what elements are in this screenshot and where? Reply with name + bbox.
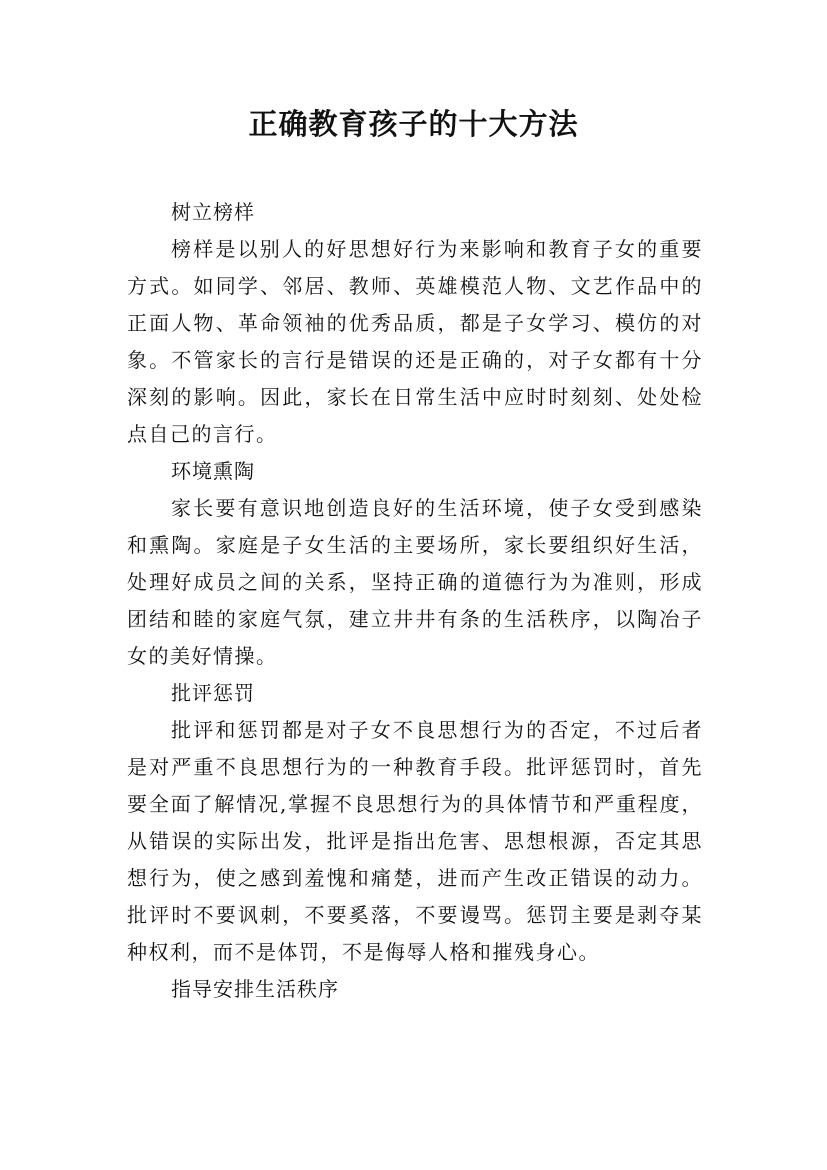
document-body xyxy=(127,194,703,1008)
section-heading-role-model: 树立榜样 xyxy=(171,200,255,224)
document-title: 正确教育孩子的十大方法 xyxy=(248,107,579,141)
section-paragraph-criticism: 批评和惩罚都是对子女不良思想行为的否定，不过后者是对严重不良思想行为的一种教育手段。批评惩罚时，首先要全面了解情况,掌握不良思想行为的具体情节和严重程度，从错误的实际出发，批评是指出危害、思想根源，否定其思想行为，使之感到羞愧和痛楚，进而产生改正错误的动力。批评时不要讽刺，不要奚落，不要谩骂。惩罚主要是剥夺某种权利，而不是体罚，不是侮辱人格和摧残身心。 xyxy=(127,718,703,964)
section-heading-criticism: 批评惩罚 xyxy=(171,681,255,705)
section-paragraph-role-model: 榜样是以别人的好思想好行为来影响和教育子女的重要方式。如同学、邻居、教师、英雄模范人物、文艺作品中的正面人物、革命领袖的优秀品质，都是子女学习、模仿的对象。不管家长的言行是错误的还是正确的，对子女都有十分深刻的影响。因此，家长在日常生活中应时时刻刻、处处检点自己的言行。 xyxy=(127,237,703,446)
section-paragraph-environment: 家长要有意识地创造良好的生活环境，使子女受到感染和熏陶。家庭是子女生活的主要场所，家长要组织好生活，处理好成员之间的关系，坚持正确的道德行为为准则，形成团结和睦的家庭气氛，建立井井有条的生活秩序，以陶冶子女的美好情操。 xyxy=(127,496,703,668)
section-heading-life-order: 指导安排生活秩序 xyxy=(171,977,339,1001)
section-heading-environment: 环境熏陶 xyxy=(171,459,255,483)
